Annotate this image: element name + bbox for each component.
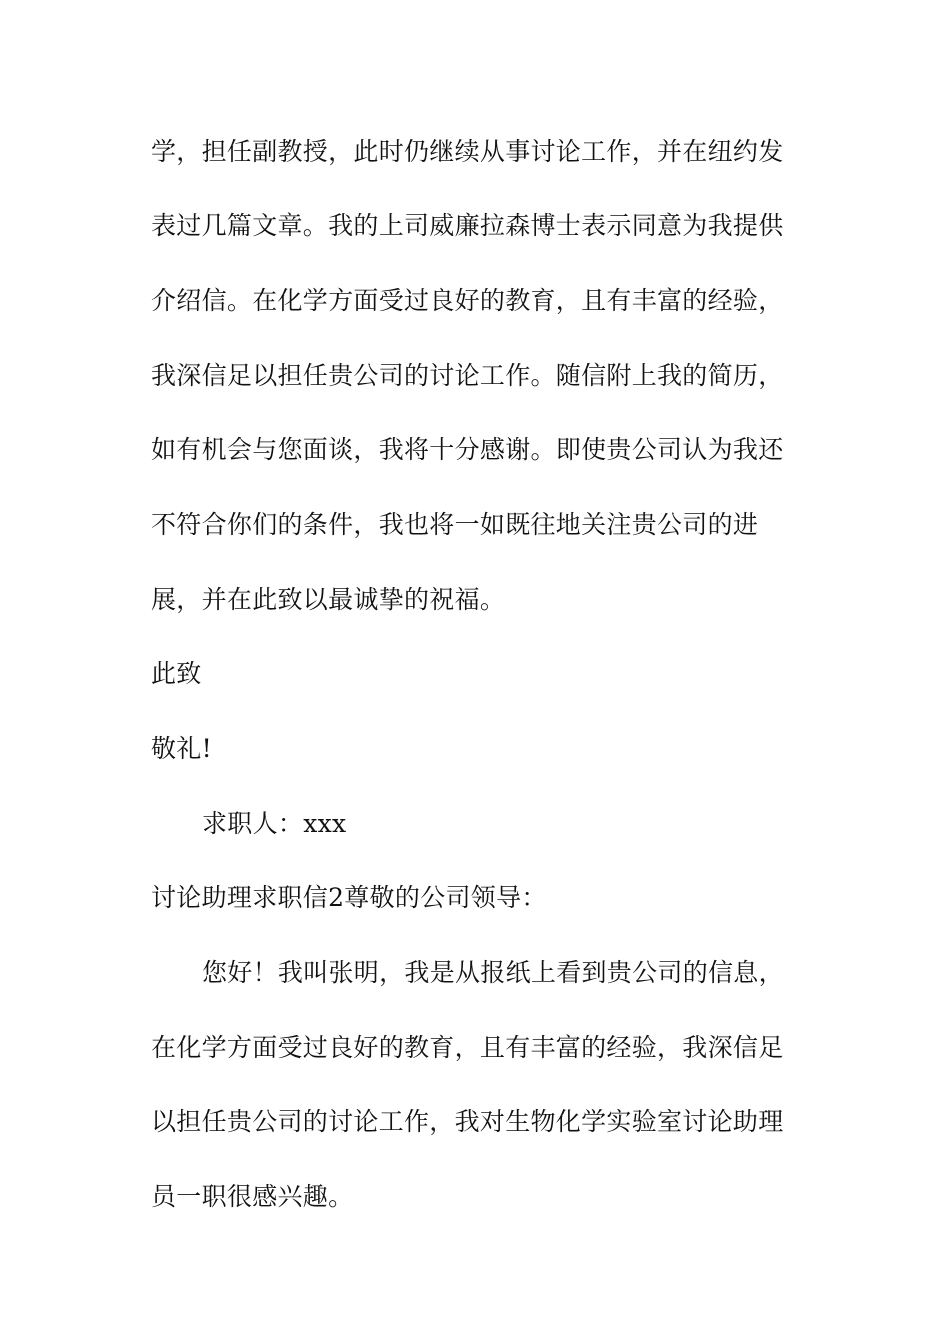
paragraph-line: 表过几篇文章。我的上司威廉拉森博士表示同意为我提供	[151, 211, 784, 240]
paragraph-line: 我深信足以担任贵公司的讨论工作。随信附上我的简历，	[151, 361, 784, 390]
paragraph-line: 如有机会与您面谈，我将十分感谢。即使贵公司认为我还	[151, 435, 784, 464]
paragraph-line: 展，并在此致以最诚挚的祝福。	[151, 585, 506, 614]
paragraph-line: 介绍信。在化学方面受过良好的教育，且有丰富的经验，	[151, 286, 784, 315]
paragraph-line: 以担任贵公司的讨论工作，我对生物化学实验室讨论助理	[151, 1107, 784, 1136]
paragraph-line: 学，担任副教授，此时仍继续从事讨论工作，并在纽约发	[151, 137, 784, 166]
section-heading: 讨论助理求职信2尊敬的公司领导：	[151, 883, 547, 912]
signature: 求职人：xxx	[202, 809, 347, 838]
closing-regards: 敬礼!	[151, 734, 212, 763]
paragraph-line: 您好！我叫张明，我是从报纸上看到贵公司的信息，	[202, 958, 784, 987]
paragraph-line: 在化学方面受过良好的教育，且有丰富的经验，我深信足	[151, 1033, 784, 1062]
paragraph-line: 员一职很感兴趣。	[151, 1182, 354, 1211]
closing-salutation: 此致	[151, 659, 202, 688]
paragraph-line: 不符合你们的条件，我也将一如既往地关注贵公司的进	[151, 510, 759, 539]
